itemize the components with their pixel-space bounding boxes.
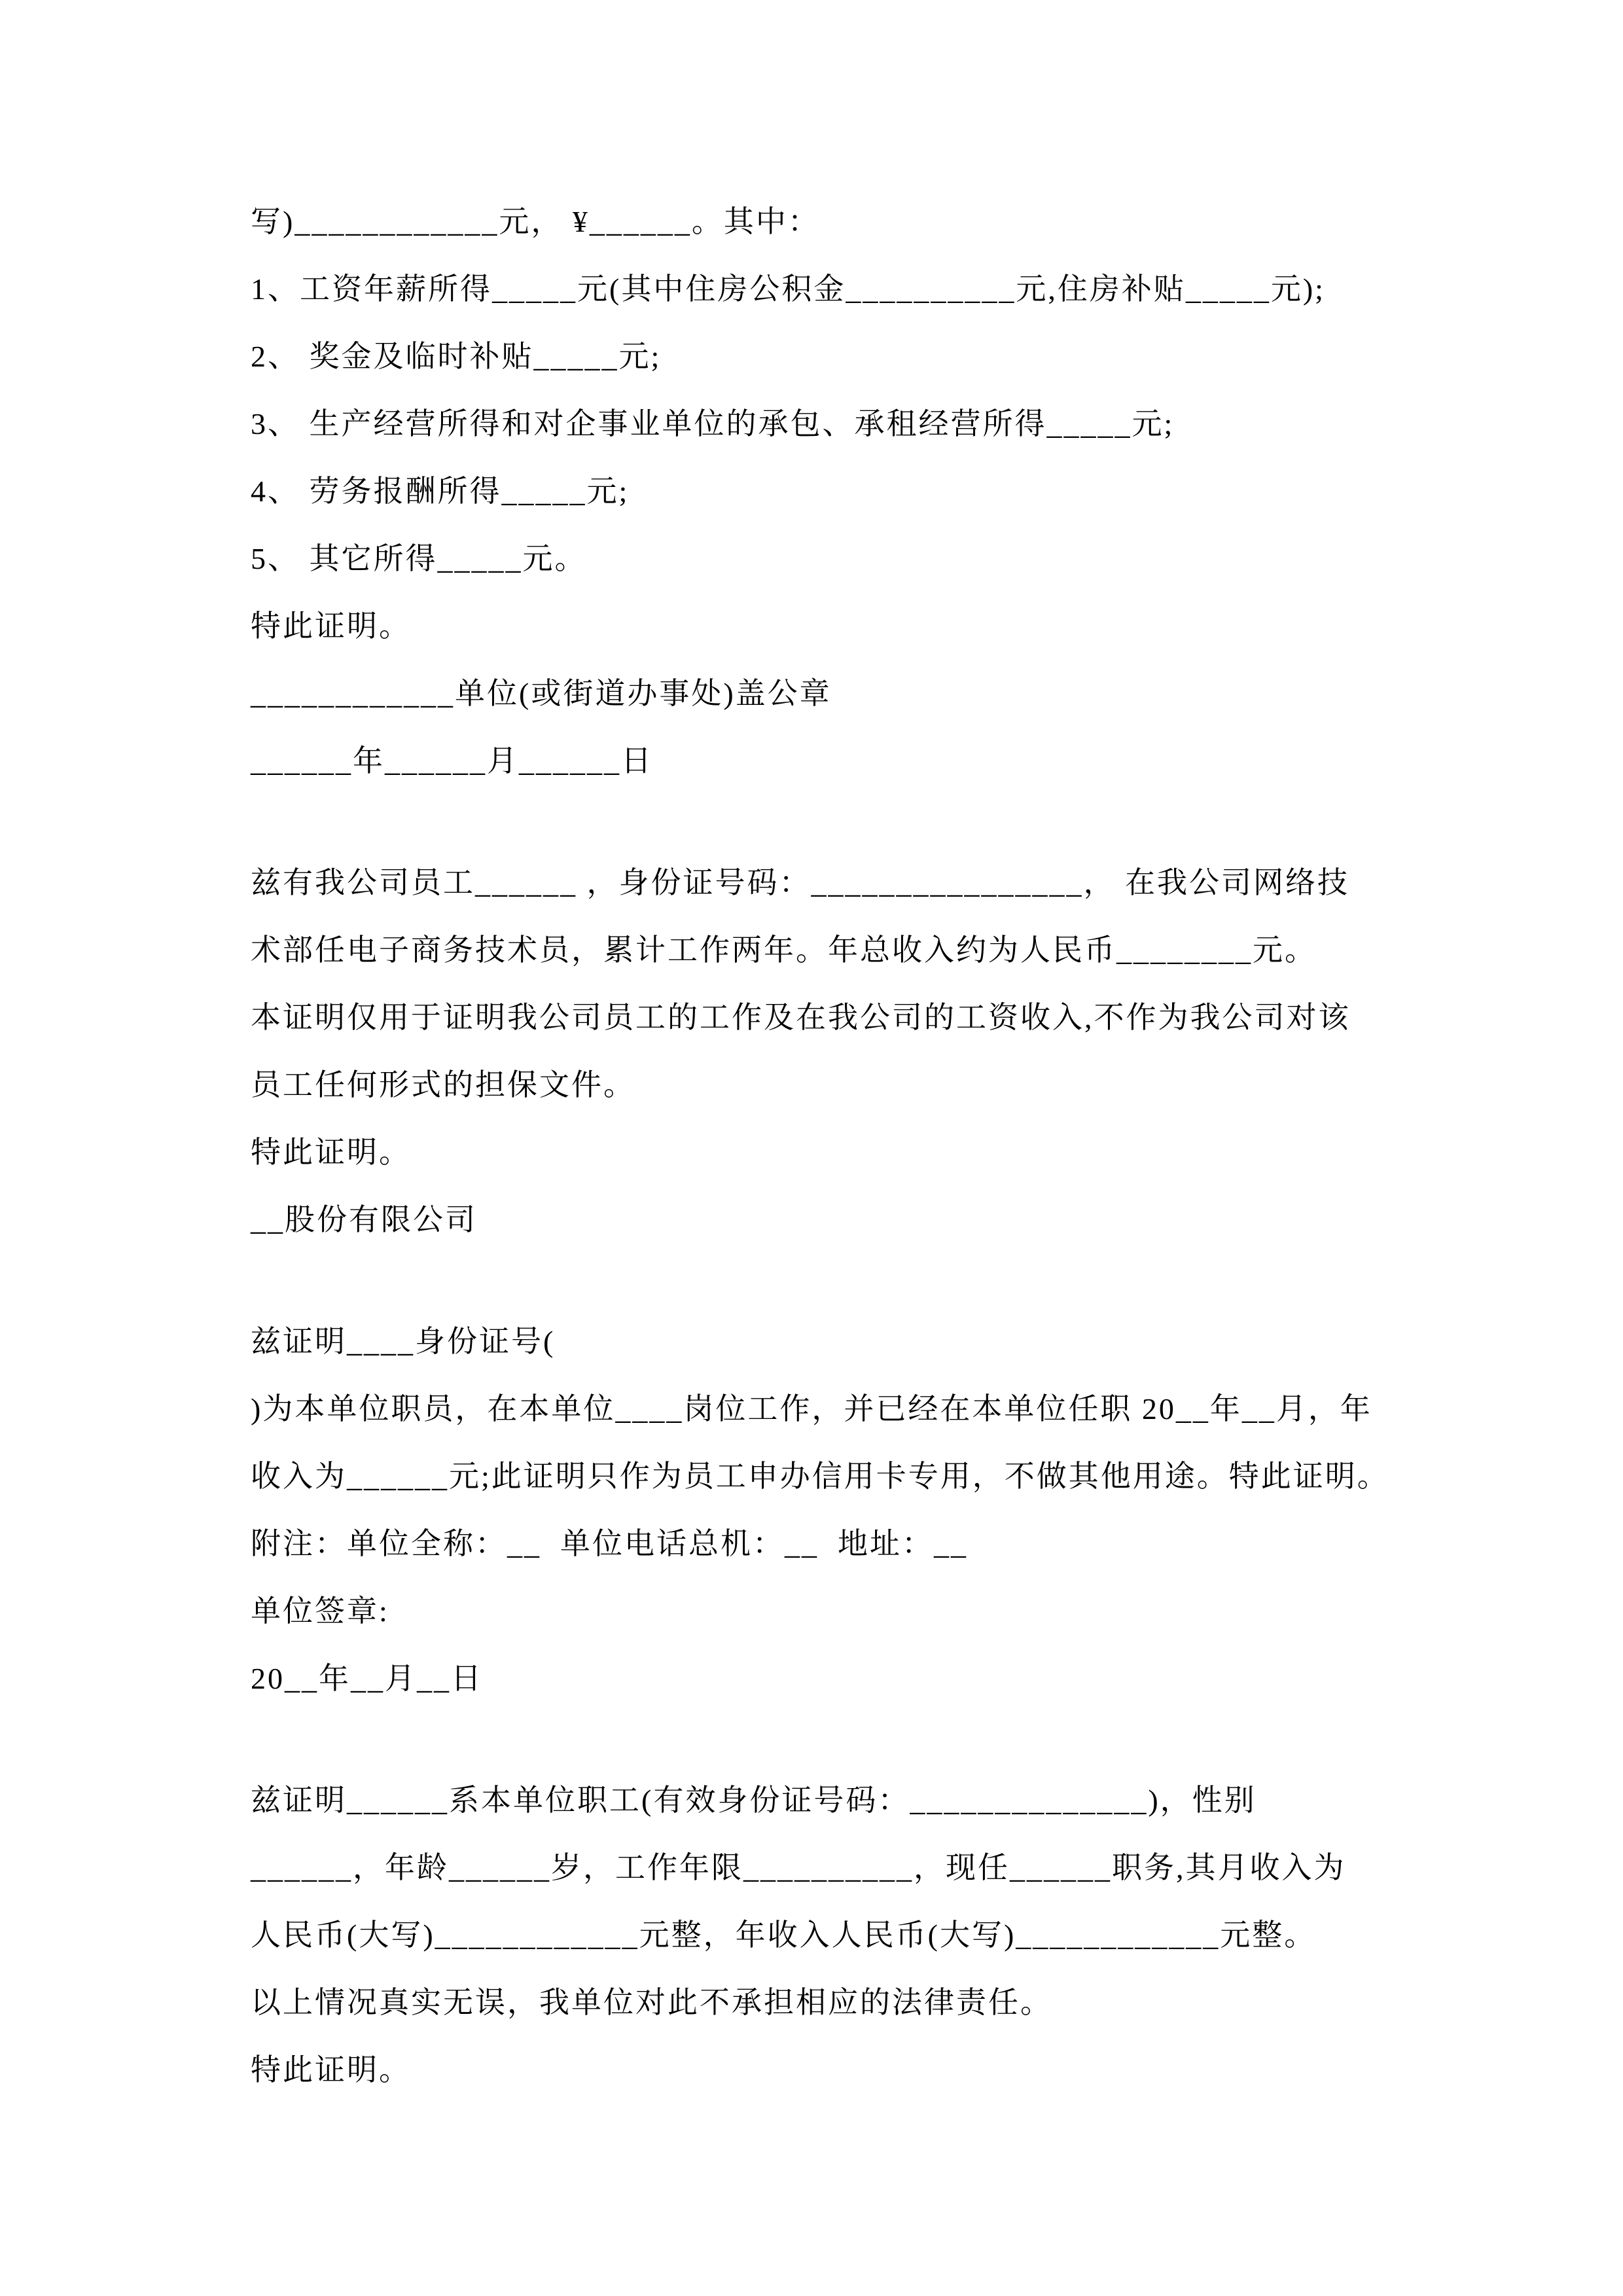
- text-line: 员工任何形式的担保文件。: [251, 1068, 635, 1102]
- text-line-unit-seal: 单位签章:: [251, 1594, 389, 1628]
- text-line: ______，年龄______岁，工作年限__________，现任______职务,其月收入为: [251, 1851, 1346, 1884]
- text-line-date-blank: 20__年__月__日: [251, 1662, 483, 1695]
- text-line: 写)____________元， ¥______。其中：: [251, 205, 820, 238]
- text-line: 1、工资年薪所得_____元(其中住房公积金__________元,住房补贴_____元);: [251, 272, 1325, 306]
- text-line: 本证明仅用于证明我公司员工的工作及在我公司的工资收入,不作为我公司对该: [251, 1001, 1351, 1034]
- text-line: )为本单位职员，在本单位____岗位工作，并已经在本单位任职 20__年__月，年: [251, 1392, 1372, 1426]
- text-line-seal-signature: ____________单位(或街道办事处)盖公章: [251, 677, 832, 710]
- text-line-date-blank: ______年______月______日: [251, 744, 653, 778]
- text-line: 术部任电子商务技术员，累计工作两年。年总收入约为人民币________元。: [251, 933, 1317, 967]
- text-line: 兹有我公司员工______ ，身份证号码：________________， 在我公司网络技: [251, 866, 1349, 899]
- text-line: 5、 其它所得_____元。: [251, 542, 587, 575]
- section-company-employee-income-certificate: [251, 849, 1433, 1253]
- text-line-company-signature: __股份有限公司: [251, 1203, 477, 1236]
- text-line: 特此证明。: [251, 609, 411, 643]
- text-line: 4、 劳务报酬所得_____元;: [251, 475, 630, 508]
- section-credit-card-application-certificate: [251, 1308, 1433, 1712]
- section-annual-income-breakdown: [251, 188, 1433, 795]
- text-line: 3、 生产经营所得和对企事业单位的承包、承租经营所得_____元;: [251, 407, 1175, 440]
- text-line: 人民币(大写)____________元整，年收入人民币(大写)____________元整。: [251, 1918, 1317, 1952]
- text-line-company-contact-blanks: 附注：单位全称：__ 单位电话总机：__ 地址：__: [251, 1527, 968, 1560]
- text-line: 兹证明______系本单位职工(有效身份证号码：______________)，性别: [251, 1784, 1257, 1817]
- section-employee-salary-certificate: [251, 1767, 1433, 2104]
- text-line: 兹证明____身份证号(: [251, 1325, 556, 1358]
- text-line: 2、 奖金及临时补贴_____元;: [251, 340, 662, 373]
- text-line: 收入为______元;此证明只作为员工申办信用卡专用，不做其他用途。特此证明。: [251, 1460, 1389, 1493]
- text-line: 以上情况真实无误，我单位对此不承担相应的法律责任。: [251, 1986, 1052, 2019]
- text-line: 特此证明。: [251, 1136, 411, 1169]
- text-line: 特此证明。: [251, 2053, 411, 2087]
